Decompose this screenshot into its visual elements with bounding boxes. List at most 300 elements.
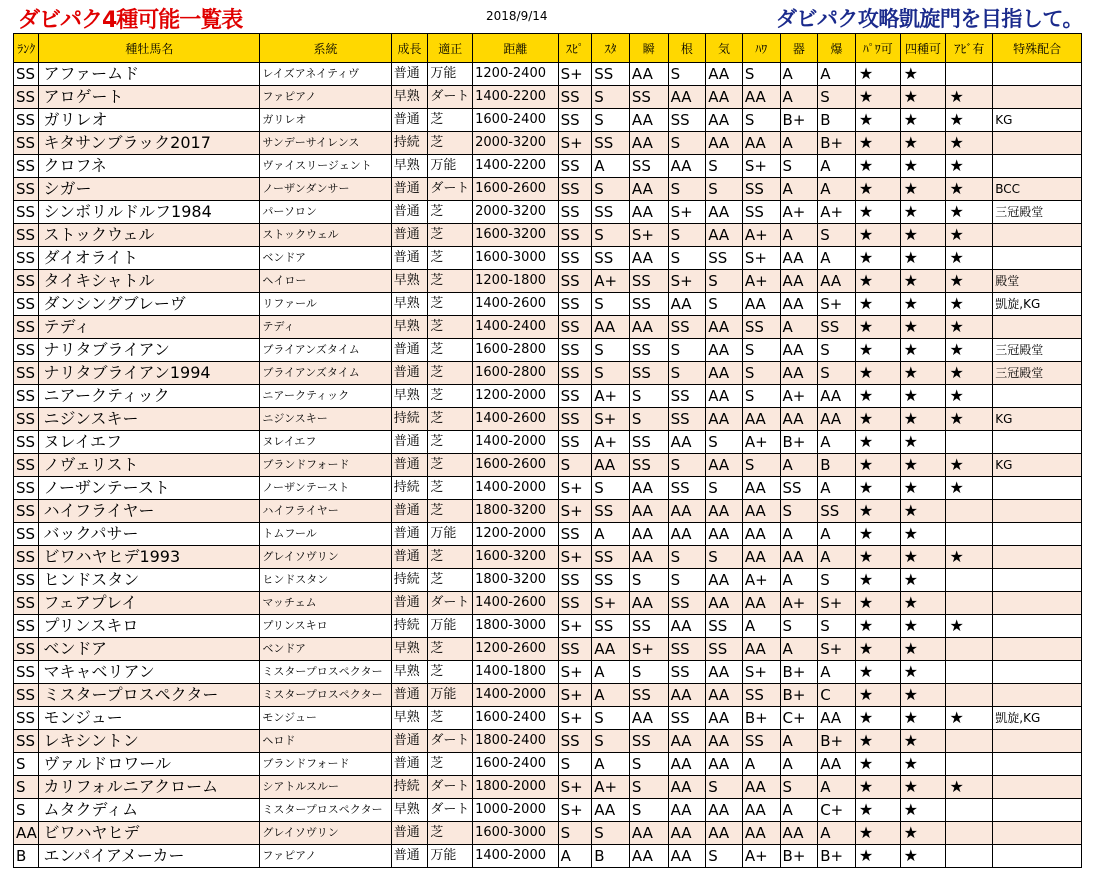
name-cell: タイキシャトル bbox=[39, 270, 260, 293]
lineage-cell: ヴァイスリージェント bbox=[260, 155, 391, 178]
aptitude-cell: 芝 bbox=[428, 201, 473, 224]
lineage-cell: ファピアノ bbox=[260, 845, 391, 868]
ability-cell: ★ bbox=[946, 316, 993, 339]
four-type-ok-cell: ★ bbox=[900, 684, 946, 707]
lineage-cell: シアトルスルー bbox=[260, 776, 391, 799]
stamina-cell: SS bbox=[592, 247, 630, 270]
distance-cell: 1800-3000 bbox=[473, 615, 559, 638]
growth-cell: 普通 bbox=[391, 224, 428, 247]
ability-cell bbox=[946, 569, 993, 592]
power-ok-cell: ★ bbox=[855, 592, 900, 615]
ability-cell bbox=[946, 753, 993, 776]
skill-cell: A bbox=[780, 454, 818, 477]
power-cell: S+ bbox=[742, 247, 780, 270]
burst-cell: AA bbox=[629, 201, 668, 224]
table-row bbox=[14, 684, 1082, 707]
power-ok-cell: ★ bbox=[855, 178, 900, 201]
spirit-cell: AA bbox=[706, 684, 743, 707]
ability-cell bbox=[946, 845, 993, 868]
aptitude-cell: ダート bbox=[428, 776, 473, 799]
distance-cell: 1400-2200 bbox=[473, 155, 559, 178]
power-ok-cell: ★ bbox=[855, 822, 900, 845]
burst-cell: S bbox=[629, 776, 668, 799]
growth-cell: 普通 bbox=[391, 63, 428, 86]
aptitude-cell: 万能 bbox=[428, 615, 473, 638]
name-cell: ストックウェル bbox=[39, 224, 260, 247]
explosive-cell: A bbox=[818, 247, 856, 270]
aptitude-cell: 万能 bbox=[428, 155, 473, 178]
growth-cell: 普通 bbox=[391, 431, 428, 454]
ability-cell: ★ bbox=[946, 454, 993, 477]
skill-cell: S bbox=[780, 776, 818, 799]
spirit-cell: AA bbox=[706, 661, 743, 684]
power-ok-cell: ★ bbox=[855, 661, 900, 684]
spirit-cell: SS bbox=[706, 638, 743, 661]
special-cross-cell: KG bbox=[993, 408, 1082, 431]
lineage-cell: ベンドア bbox=[260, 638, 391, 661]
ability-cell bbox=[946, 63, 993, 86]
lineage-cell: ヘロド bbox=[260, 730, 391, 753]
special-cross-cell bbox=[993, 684, 1082, 707]
stamina-cell: A bbox=[592, 155, 630, 178]
burst-cell: AA bbox=[629, 546, 668, 569]
aptitude-cell: ダート bbox=[428, 178, 473, 201]
ability-cell bbox=[946, 523, 993, 546]
table-row bbox=[14, 431, 1082, 454]
sheet-header bbox=[0, 0, 1097, 33]
power-ok-cell: ★ bbox=[855, 316, 900, 339]
column-header: 瞬 bbox=[629, 34, 668, 63]
four-type-ok-cell: ★ bbox=[900, 63, 946, 86]
spirit-cell: AA bbox=[706, 201, 743, 224]
speed-cell: SS bbox=[558, 109, 592, 132]
speed-cell: S+ bbox=[558, 615, 592, 638]
special-cross-cell bbox=[993, 546, 1082, 569]
name-cell: プリンスキロ bbox=[39, 615, 260, 638]
stamina-cell: AA bbox=[592, 799, 630, 822]
special-cross-cell bbox=[993, 776, 1082, 799]
table-row bbox=[14, 408, 1082, 431]
speed-cell: SS bbox=[558, 730, 592, 753]
explosive-cell: AA bbox=[818, 270, 856, 293]
growth-cell: 普通 bbox=[391, 523, 428, 546]
power-ok-cell: ★ bbox=[855, 546, 900, 569]
rank-cell: SS bbox=[14, 155, 39, 178]
guts-cell: AA bbox=[668, 86, 706, 109]
growth-cell: 普通 bbox=[391, 684, 428, 707]
skill-cell: C+ bbox=[780, 707, 818, 730]
explosive-cell: A bbox=[818, 546, 856, 569]
name-cell: キタサンブラック2017 bbox=[39, 132, 260, 155]
burst-cell: SS bbox=[629, 293, 668, 316]
lineage-cell: ブランドフォード bbox=[260, 753, 391, 776]
distance-cell: 1400-2600 bbox=[473, 408, 559, 431]
special-cross-cell bbox=[993, 753, 1082, 776]
distance-cell: 1800-3200 bbox=[473, 569, 559, 592]
skill-cell: A bbox=[780, 178, 818, 201]
table-row bbox=[14, 385, 1082, 408]
spirit-cell: S bbox=[706, 477, 743, 500]
special-cross-cell bbox=[993, 431, 1082, 454]
explosive-cell: S bbox=[818, 86, 856, 109]
explosive-cell: S bbox=[818, 224, 856, 247]
special-cross-cell bbox=[993, 500, 1082, 523]
power-ok-cell: ★ bbox=[855, 500, 900, 523]
four-type-ok-cell: ★ bbox=[900, 776, 946, 799]
stamina-cell: S bbox=[592, 707, 630, 730]
explosive-cell: A bbox=[818, 431, 856, 454]
distance-cell: 1400-2400 bbox=[473, 316, 559, 339]
lineage-cell: ミスタープロスペクター bbox=[260, 661, 391, 684]
power-ok-cell: ★ bbox=[855, 339, 900, 362]
power-ok-cell: ★ bbox=[855, 293, 900, 316]
guts-cell: AA bbox=[668, 523, 706, 546]
rank-cell: S bbox=[14, 753, 39, 776]
speed-cell: S+ bbox=[558, 799, 592, 822]
spirit-cell: AA bbox=[706, 799, 743, 822]
skill-cell: S bbox=[780, 155, 818, 178]
skill-cell: A bbox=[780, 799, 818, 822]
power-ok-cell: ★ bbox=[855, 109, 900, 132]
special-cross-cell bbox=[993, 224, 1082, 247]
spirit-cell: SS bbox=[706, 615, 743, 638]
special-cross-cell: 三冠殿堂 bbox=[993, 201, 1082, 224]
ability-cell: ★ bbox=[946, 270, 993, 293]
speed-cell: S+ bbox=[558, 63, 592, 86]
guts-cell: S bbox=[668, 247, 706, 270]
four-type-ok-cell: ★ bbox=[900, 592, 946, 615]
stamina-cell: S bbox=[592, 86, 630, 109]
explosive-cell: SS bbox=[818, 500, 856, 523]
speed-cell: SS bbox=[558, 201, 592, 224]
ability-cell bbox=[946, 822, 993, 845]
skill-cell: B+ bbox=[780, 661, 818, 684]
special-cross-cell bbox=[993, 132, 1082, 155]
growth-cell: 持続 bbox=[391, 615, 428, 638]
stamina-cell: S bbox=[592, 339, 630, 362]
guts-cell: S bbox=[668, 178, 706, 201]
power-ok-cell: ★ bbox=[855, 385, 900, 408]
special-cross-cell bbox=[993, 385, 1082, 408]
explosive-cell: A bbox=[818, 661, 856, 684]
sheet-subtitle: ダビパク攻略凱旋門を目指して。 bbox=[775, 7, 1083, 31]
distance-cell: 1600-3000 bbox=[473, 247, 559, 270]
ability-cell: ★ bbox=[946, 408, 993, 431]
distance-cell: 1200-2000 bbox=[473, 523, 559, 546]
ability-cell bbox=[946, 730, 993, 753]
growth-cell: 早熟 bbox=[391, 707, 428, 730]
distance-cell: 1600-2400 bbox=[473, 707, 559, 730]
column-header: ﾊﾟﾜ可 bbox=[855, 34, 900, 63]
speed-cell: SS bbox=[558, 316, 592, 339]
rank-cell: SS bbox=[14, 454, 39, 477]
power-cell: S bbox=[742, 339, 780, 362]
stamina-cell: SS bbox=[592, 615, 630, 638]
burst-cell: AA bbox=[629, 109, 668, 132]
explosive-cell: C+ bbox=[818, 799, 856, 822]
spirit-cell: AA bbox=[706, 500, 743, 523]
speed-cell: SS bbox=[558, 523, 592, 546]
four-type-ok-cell: ★ bbox=[900, 132, 946, 155]
growth-cell: 普通 bbox=[391, 178, 428, 201]
rank-cell: SS bbox=[14, 132, 39, 155]
burst-cell: S bbox=[629, 385, 668, 408]
growth-cell: 早熟 bbox=[391, 293, 428, 316]
special-cross-cell bbox=[993, 86, 1082, 109]
aptitude-cell: 芝 bbox=[428, 454, 473, 477]
special-cross-cell bbox=[993, 316, 1082, 339]
four-type-ok-cell: ★ bbox=[900, 385, 946, 408]
column-header: 四種可 bbox=[900, 34, 946, 63]
ability-cell: ★ bbox=[946, 362, 993, 385]
name-cell: ハイフライヤー bbox=[39, 500, 260, 523]
growth-cell: 普通 bbox=[391, 546, 428, 569]
speed-cell: S+ bbox=[558, 776, 592, 799]
power-cell: A bbox=[742, 753, 780, 776]
power-cell: AA bbox=[742, 822, 780, 845]
stamina-cell: SS bbox=[592, 201, 630, 224]
speed-cell: SS bbox=[558, 86, 592, 109]
aptitude-cell: 芝 bbox=[428, 293, 473, 316]
skill-cell: A+ bbox=[780, 592, 818, 615]
lineage-cell: リファール bbox=[260, 293, 391, 316]
rank-cell: SS bbox=[14, 270, 39, 293]
rank-cell: SS bbox=[14, 316, 39, 339]
lineage-cell: テディ bbox=[260, 316, 391, 339]
speed-cell: SS bbox=[558, 385, 592, 408]
power-cell: SS bbox=[742, 178, 780, 201]
aptitude-cell: 芝 bbox=[428, 546, 473, 569]
stamina-cell: S+ bbox=[592, 592, 630, 615]
skill-cell: SS bbox=[780, 477, 818, 500]
spirit-cell: AA bbox=[706, 523, 743, 546]
guts-cell: S bbox=[668, 546, 706, 569]
burst-cell: SS bbox=[629, 730, 668, 753]
special-cross-cell bbox=[993, 799, 1082, 822]
rank-cell: SS bbox=[14, 592, 39, 615]
spirit-cell: AA bbox=[706, 224, 743, 247]
burst-cell: AA bbox=[629, 500, 668, 523]
spirit-cell: S bbox=[706, 845, 743, 868]
distance-cell: 1400-2000 bbox=[473, 684, 559, 707]
power-cell: AA bbox=[742, 546, 780, 569]
skill-cell: S bbox=[780, 500, 818, 523]
spirit-cell: AA bbox=[706, 339, 743, 362]
guts-cell: AA bbox=[668, 684, 706, 707]
burst-cell: AA bbox=[629, 63, 668, 86]
spirit-cell: S bbox=[706, 431, 743, 454]
explosive-cell: SS bbox=[818, 316, 856, 339]
distance-cell: 1400-2600 bbox=[473, 293, 559, 316]
ability-cell: ★ bbox=[946, 155, 993, 178]
power-cell: S+ bbox=[742, 155, 780, 178]
speed-cell: SS bbox=[558, 362, 592, 385]
ability-cell: ★ bbox=[946, 293, 993, 316]
explosive-cell: B+ bbox=[818, 845, 856, 868]
rank-cell: SS bbox=[14, 63, 39, 86]
four-type-ok-cell: ★ bbox=[900, 431, 946, 454]
name-cell: ミスタープロスペクター bbox=[39, 684, 260, 707]
distance-cell: 2000-3200 bbox=[473, 201, 559, 224]
growth-cell: 普通 bbox=[391, 362, 428, 385]
skill-cell: A+ bbox=[780, 201, 818, 224]
ability-cell: ★ bbox=[946, 132, 993, 155]
rank-cell: SS bbox=[14, 247, 39, 270]
table-row bbox=[14, 638, 1082, 661]
power-cell: AA bbox=[742, 86, 780, 109]
power-ok-cell: ★ bbox=[855, 86, 900, 109]
distance-cell: 2000-3200 bbox=[473, 132, 559, 155]
lineage-cell: パーソロン bbox=[260, 201, 391, 224]
distance-cell: 1600-2400 bbox=[473, 109, 559, 132]
explosive-cell: S bbox=[818, 362, 856, 385]
explosive-cell: S+ bbox=[818, 592, 856, 615]
spirit-cell: SS bbox=[706, 247, 743, 270]
table-row bbox=[14, 523, 1082, 546]
power-ok-cell: ★ bbox=[855, 730, 900, 753]
name-cell: カリフォルニアクローム bbox=[39, 776, 260, 799]
four-type-ok-cell: ★ bbox=[900, 523, 946, 546]
guts-cell: AA bbox=[668, 730, 706, 753]
growth-cell: 普通 bbox=[391, 339, 428, 362]
guts-cell: S bbox=[668, 569, 706, 592]
power-ok-cell: ★ bbox=[855, 247, 900, 270]
growth-cell: 早熟 bbox=[391, 661, 428, 684]
rank-cell: SS bbox=[14, 178, 39, 201]
four-type-ok-cell: ★ bbox=[900, 707, 946, 730]
power-cell: SS bbox=[742, 684, 780, 707]
table-row bbox=[14, 799, 1082, 822]
explosive-cell: AA bbox=[818, 385, 856, 408]
power-ok-cell: ★ bbox=[855, 132, 900, 155]
aptitude-cell: 芝 bbox=[428, 247, 473, 270]
growth-cell: 早熟 bbox=[391, 638, 428, 661]
special-cross-cell: 殿堂 bbox=[993, 270, 1082, 293]
lineage-cell: トムフール bbox=[260, 523, 391, 546]
distance-cell: 1400-2000 bbox=[473, 845, 559, 868]
speed-cell: S+ bbox=[558, 684, 592, 707]
four-type-ok-cell: ★ bbox=[900, 201, 946, 224]
table-row bbox=[14, 132, 1082, 155]
lineage-cell: ノーザンダンサー bbox=[260, 178, 391, 201]
aptitude-cell: 芝 bbox=[428, 822, 473, 845]
power-cell: AA bbox=[742, 638, 780, 661]
speed-cell: SS bbox=[558, 339, 592, 362]
lineage-cell: サンデーサイレンス bbox=[260, 132, 391, 155]
speed-cell: S+ bbox=[558, 546, 592, 569]
stamina-cell: S bbox=[592, 224, 630, 247]
speed-cell: S bbox=[558, 822, 592, 845]
lineage-cell: マッチェム bbox=[260, 592, 391, 615]
special-cross-cell bbox=[993, 155, 1082, 178]
speed-cell: SS bbox=[558, 247, 592, 270]
four-type-ok-cell: ★ bbox=[900, 178, 946, 201]
skill-cell: AA bbox=[780, 546, 818, 569]
aptitude-cell: 芝 bbox=[428, 224, 473, 247]
spirit-cell: AA bbox=[706, 132, 743, 155]
spirit-cell: AA bbox=[706, 63, 743, 86]
skill-cell: A bbox=[780, 730, 818, 753]
table-row bbox=[14, 569, 1082, 592]
table-row bbox=[14, 661, 1082, 684]
burst-cell: S bbox=[629, 569, 668, 592]
spirit-cell: AA bbox=[706, 86, 743, 109]
stamina-cell: S bbox=[592, 109, 630, 132]
name-cell: バックパサー bbox=[39, 523, 260, 546]
skill-cell: A bbox=[780, 523, 818, 546]
explosive-cell: B bbox=[818, 109, 856, 132]
ability-cell: ★ bbox=[946, 776, 993, 799]
growth-cell: 早熟 bbox=[391, 799, 428, 822]
guts-cell: SS bbox=[668, 316, 706, 339]
burst-cell: AA bbox=[629, 477, 668, 500]
lineage-cell: ブランドフォード bbox=[260, 454, 391, 477]
burst-cell: AA bbox=[629, 132, 668, 155]
column-header: 特殊配合 bbox=[993, 34, 1082, 63]
lineage-cell: ストックウェル bbox=[260, 224, 391, 247]
table-row bbox=[14, 109, 1082, 132]
growth-cell: 普通 bbox=[391, 592, 428, 615]
distance-cell: 1400-2600 bbox=[473, 592, 559, 615]
guts-cell: S bbox=[668, 224, 706, 247]
ability-cell: ★ bbox=[946, 201, 993, 224]
name-cell: ダンシングブレーヴ bbox=[39, 293, 260, 316]
power-cell: S bbox=[742, 454, 780, 477]
four-type-ok-cell: ★ bbox=[900, 86, 946, 109]
ability-cell bbox=[946, 431, 993, 454]
spirit-cell: AA bbox=[706, 385, 743, 408]
skill-cell: A+ bbox=[780, 385, 818, 408]
power-ok-cell: ★ bbox=[855, 799, 900, 822]
explosive-cell: S+ bbox=[818, 293, 856, 316]
four-type-ok-cell: ★ bbox=[900, 247, 946, 270]
special-cross-cell: 凱旋,KG bbox=[993, 293, 1082, 316]
column-header: 適正 bbox=[428, 34, 473, 63]
growth-cell: 普通 bbox=[391, 753, 428, 776]
stamina-cell: S bbox=[592, 477, 630, 500]
special-cross-cell bbox=[993, 638, 1082, 661]
speed-cell: S bbox=[558, 454, 592, 477]
ability-cell: ★ bbox=[946, 477, 993, 500]
ability-cell: ★ bbox=[946, 615, 993, 638]
special-cross-cell: KG bbox=[993, 109, 1082, 132]
spirit-cell: AA bbox=[706, 730, 743, 753]
four-type-ok-cell: ★ bbox=[900, 477, 946, 500]
name-cell: レキシントン bbox=[39, 730, 260, 753]
explosive-cell: A+ bbox=[818, 201, 856, 224]
aptitude-cell: 芝 bbox=[428, 569, 473, 592]
name-cell: テディ bbox=[39, 316, 260, 339]
special-cross-cell: 三冠殿堂 bbox=[993, 339, 1082, 362]
power-cell: B+ bbox=[742, 707, 780, 730]
ability-cell: ★ bbox=[946, 385, 993, 408]
rank-cell: SS bbox=[14, 500, 39, 523]
aptitude-cell: 芝 bbox=[428, 385, 473, 408]
table-body bbox=[14, 63, 1082, 868]
rank-cell: B bbox=[14, 845, 39, 868]
lineage-cell: ファピアノ bbox=[260, 86, 391, 109]
guts-cell: SS bbox=[668, 638, 706, 661]
column-header: 系統 bbox=[260, 34, 391, 63]
table-row bbox=[14, 293, 1082, 316]
column-header: 気 bbox=[706, 34, 743, 63]
explosive-cell: S bbox=[818, 615, 856, 638]
rank-cell: SS bbox=[14, 523, 39, 546]
speed-cell: SS bbox=[558, 431, 592, 454]
power-ok-cell: ★ bbox=[855, 684, 900, 707]
aptitude-cell: 万能 bbox=[428, 845, 473, 868]
explosive-cell: S bbox=[818, 569, 856, 592]
